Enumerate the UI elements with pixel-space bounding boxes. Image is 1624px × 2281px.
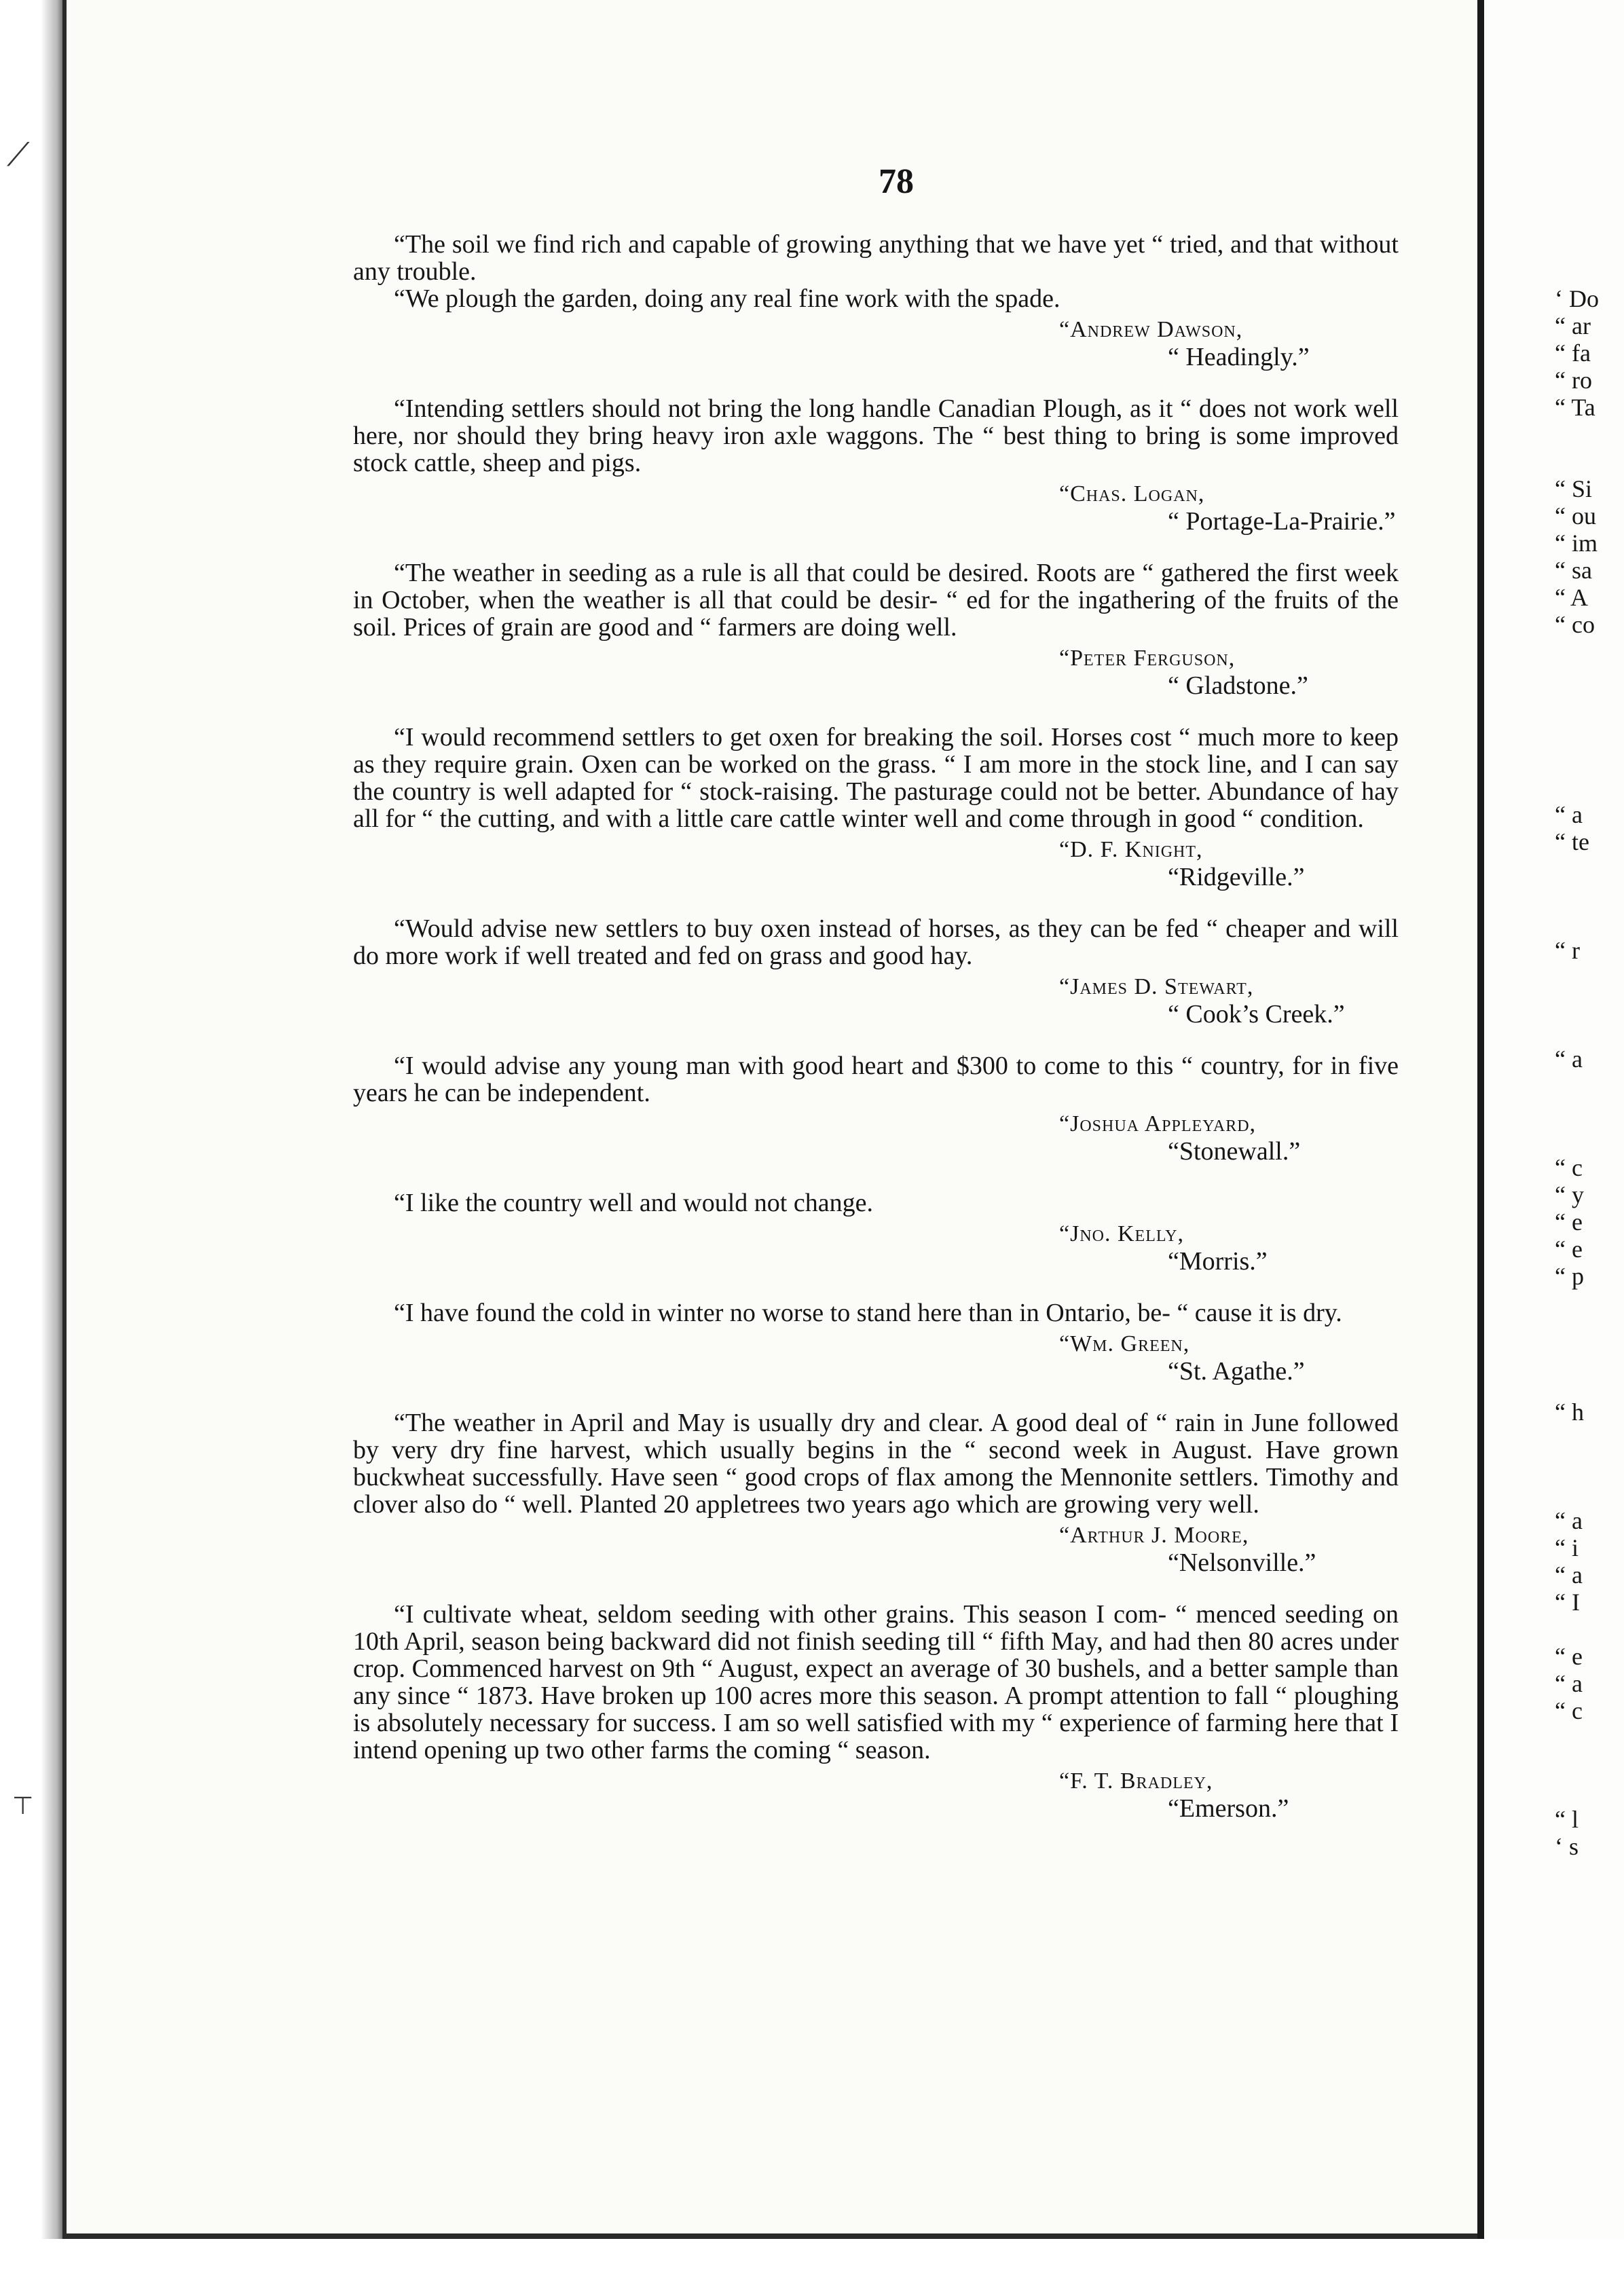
facing-line: “ Ta xyxy=(1555,394,1595,421)
author-name: “Andrew Dawson, xyxy=(1059,317,1243,342)
facing-line: “ I xyxy=(1555,1589,1580,1616)
testimonial-entry xyxy=(353,915,1399,1028)
author-place: “ Portage-La-Prairie.” xyxy=(1168,507,1396,536)
facing-line xyxy=(1555,692,1624,720)
author-place: “Ridgeville.” xyxy=(1168,863,1305,891)
facing-line: “ e xyxy=(1555,1208,1583,1236)
facing-line xyxy=(1555,1290,1624,1317)
author-place: “Morris.” xyxy=(1168,1247,1268,1276)
facing-line: “ a xyxy=(1555,1670,1583,1697)
author-name: “James D. Stewart, xyxy=(1059,974,1254,999)
facing-line xyxy=(1555,1779,1624,1806)
facing-line: “ p xyxy=(1555,1263,1584,1290)
facing-line xyxy=(1555,1616,1624,1643)
facing-line: “ h xyxy=(1555,1398,1584,1426)
facing-line xyxy=(1555,1453,1624,1480)
signature xyxy=(353,1221,1399,1275)
facing-line xyxy=(1555,883,1624,910)
testimonial-entry xyxy=(353,395,1399,535)
testimonials xyxy=(353,231,1399,1847)
facing-line xyxy=(1555,448,1624,475)
scan-margin xyxy=(0,2239,1624,2281)
signature xyxy=(353,836,1399,891)
author-place: “Nelsonville.” xyxy=(1168,1549,1316,1577)
facing-line: “ i xyxy=(1555,1534,1579,1561)
quote-paragraph: “I have found the cold in winter no worse to stand here than in Ontario, be- “ cause it is dry. xyxy=(394,1299,1342,1327)
testimonial-entry xyxy=(353,724,1399,891)
page-fold xyxy=(1477,0,1484,2240)
signature xyxy=(353,481,1399,535)
facing-line xyxy=(1555,1317,1624,1344)
signature xyxy=(353,1111,1399,1165)
facing-line xyxy=(1555,1751,1624,1779)
facing-line: “ y xyxy=(1555,1181,1584,1208)
author-name: “Arthur J. Moore, xyxy=(1059,1523,1249,1548)
facing-line: “ co xyxy=(1555,611,1595,638)
facing-line: “ A xyxy=(1555,584,1588,611)
scan-artifact-icon: ⟋ xyxy=(7,136,30,174)
author-place: “ Cook’s Creek.” xyxy=(1168,1000,1345,1028)
facing-line: “ a xyxy=(1555,1561,1583,1589)
signature xyxy=(353,1522,1399,1576)
facing-line: “ a xyxy=(1555,1045,1583,1073)
author-name: “Chas. Logan, xyxy=(1059,481,1205,506)
facing-line xyxy=(1555,747,1624,774)
author-place: “Emerson.” xyxy=(1168,1794,1289,1823)
quote-paragraph: “I would advise any young man with good heart and $300 to come to this “ country, for in five years he can be independent. xyxy=(353,1052,1399,1107)
facing-line: “ c xyxy=(1555,1697,1583,1724)
facing-line xyxy=(1555,1073,1624,1100)
facing-line xyxy=(1555,1100,1624,1127)
quote-paragraph: “The soil we find rich and capable of growing anything that we have yet “ tried, and that without any trouble. xyxy=(353,230,1399,286)
facing-line xyxy=(1555,421,1624,448)
facing-line: “ l xyxy=(1555,1806,1579,1833)
facing-line: ‘ s xyxy=(1555,1833,1579,1860)
testimonial-entry xyxy=(353,1299,1399,1385)
author-place: “ Headingly.” xyxy=(1168,343,1310,371)
facing-page-text xyxy=(1555,285,1624,1860)
quote-paragraph: “I would recommend settlers to get oxen for breaking the soil. Horses cost “ much more to keep as they require grain. Oxen can be worked on the grass. “ I am more in the stock line, and I can say the country is well adapted for “ stock-raising. The pasturage could not be better. Abundance of hay all for “ the cutting, and with a little care cattle winter well and come through in good “ condition. xyxy=(353,723,1399,833)
facing-line: “ a xyxy=(1555,1507,1583,1534)
facing-line: “ e xyxy=(1555,1643,1583,1670)
author-name: “Joshua Appleyard, xyxy=(1059,1111,1257,1136)
testimonial-entry xyxy=(353,1409,1399,1576)
facing-line: “ Si xyxy=(1555,475,1593,502)
quote-paragraph: “Would advise new settlers to buy oxen instead of horses, as they can be fed “ cheaper and will do more work if well treated and fed on grass and good hay. xyxy=(353,914,1399,970)
facing-line: “ fa xyxy=(1555,339,1591,367)
facing-line: “ im xyxy=(1555,530,1598,557)
testimonial-entry xyxy=(353,1189,1399,1275)
signature xyxy=(353,1768,1399,1822)
facing-line: “ c xyxy=(1555,1154,1583,1181)
signature xyxy=(353,316,1399,371)
facing-line xyxy=(1555,1426,1624,1453)
quote-paragraph: “We plough the garden, doing any real fine work with the spade. xyxy=(394,284,1060,313)
facing-line xyxy=(1555,720,1624,747)
facing-line xyxy=(1555,1344,1624,1371)
testimonial-entry xyxy=(353,559,1399,699)
testimonial-entry xyxy=(353,1601,1399,1822)
testimonial-entry xyxy=(353,1052,1399,1165)
facing-line xyxy=(1555,964,1624,991)
author-place: “ Gladstone.” xyxy=(1168,671,1308,700)
facing-line xyxy=(1555,855,1624,883)
author-place: “St. Agathe.” xyxy=(1168,1357,1305,1386)
page-number: 78 xyxy=(879,162,914,201)
author-name: “Peter Ferguson, xyxy=(1059,646,1236,671)
signature xyxy=(353,1331,1399,1385)
facing-line: “ sa xyxy=(1555,557,1592,584)
facing-line: ‘ Do xyxy=(1555,285,1599,312)
facing-line xyxy=(1555,638,1624,665)
facing-line: “ ro xyxy=(1555,367,1592,394)
facing-line xyxy=(1555,1371,1624,1398)
facing-line xyxy=(1555,774,1624,801)
facing-line: “ ou xyxy=(1555,502,1596,530)
author-name: “Wm. Green, xyxy=(1059,1331,1190,1356)
quote-paragraph: “I like the country well and would not change. xyxy=(394,1189,873,1217)
quote-paragraph: “The weather in April and May is usually dry and clear. A good deal of “ rain in June followed by very dry fine harvest, which usually begins in the “ second week in August. Have grown buckwheat successfully. Have seen “ good crops of flax among the Mennonite settlers. Timothy and clover also do “ well. Planted 20 appletrees two years ago which are growing very well. xyxy=(353,1409,1399,1519)
facing-line xyxy=(1555,1018,1624,1045)
facing-line: “ e xyxy=(1555,1236,1583,1263)
facing-line: “ te xyxy=(1555,828,1589,855)
author-name: “Jno. Kelly, xyxy=(1059,1221,1184,1246)
facing-line xyxy=(1555,1480,1624,1507)
signature xyxy=(353,645,1399,699)
author-name: “D. F. Knight, xyxy=(1059,837,1203,862)
facing-line xyxy=(1555,991,1624,1018)
signature xyxy=(353,973,1399,1028)
quote-paragraph: “Intending settlers should not bring the long handle Canadian Plough, as it “ does not work well here, nor should they bring heavy iron axle waggons. The “ best thing to bring is some improved stock cattle, sheep and pigs. xyxy=(353,394,1399,477)
facing-line xyxy=(1555,665,1624,692)
facing-line xyxy=(1555,1127,1624,1154)
scan-artifact-icon: ⊤ xyxy=(12,1792,34,1820)
author-place: “Stonewall.” xyxy=(1168,1137,1301,1166)
facing-line xyxy=(1555,1724,1624,1751)
quote-paragraph: “I cultivate wheat, seldom seeding with other grains. This season I com- “ menced seeding on 10th April, season being backward did not finish seeding till “ fifth May, and had then 80 acres under crop. Commenced harvest on 9th “ August, expect an average of 30 bushels, and a better sample than any since “ 1873. Have broken up 100 acres more this season. A prompt attention to fall “ ploughing is absolutely necessary for success. I am so well satisfied with my “ experience of farming here that I intend opening up two other farms the coming “ season. xyxy=(353,1600,1399,1764)
testimonial-entry xyxy=(353,231,1399,371)
facing-line: “ a xyxy=(1555,801,1583,828)
facing-line: “ ar xyxy=(1555,312,1591,339)
facing-line: “ r xyxy=(1555,937,1580,964)
author-name: “F. T. Bradley, xyxy=(1059,1768,1213,1794)
quote-paragraph: “The weather in seeding as a rule is all that could be desired. Roots are “ gathered the first week in October, when the weather is all that could be desir- “ ed for the ingathering of the fruits of the soil. Prices of grain are good and “ farmers are doing well. xyxy=(353,559,1399,642)
facing-line xyxy=(1555,910,1624,937)
